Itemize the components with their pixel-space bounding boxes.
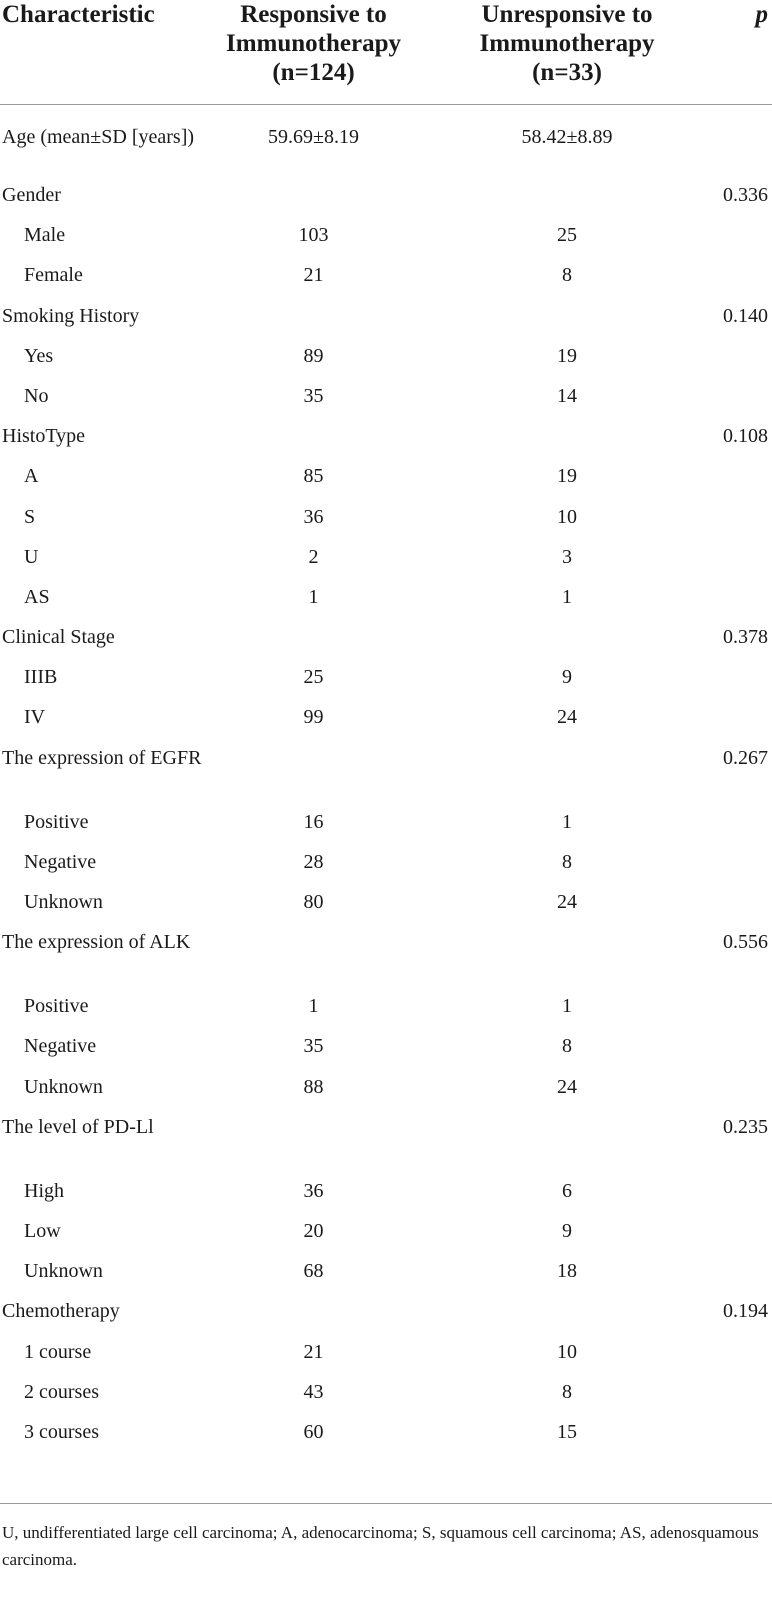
row-responsive-value: 28 (303, 850, 324, 873)
row-unresponsive-value: 24 (557, 706, 577, 729)
table-row (0, 105, 772, 184)
row-responsive-value: 36 (303, 1179, 324, 1202)
row-responsive-value: 80 (303, 891, 324, 913)
table-row (0, 1034, 772, 1074)
row-responsive-value: 35 (303, 1035, 324, 1058)
row-label: No (24, 384, 49, 407)
row-p-value: 0.378 (723, 626, 768, 649)
row-unresponsive-value: 25 (557, 224, 577, 247)
row-label: Chemotherapy (2, 1300, 120, 1323)
table-row (0, 304, 772, 344)
row-responsive-value (203, 625, 424, 665)
header-responsive-line-2: Immunotherapy (225, 30, 401, 57)
table-row (0, 850, 772, 890)
row-responsive-value (203, 304, 424, 344)
row-unresponsive-value: 14 (557, 384, 577, 407)
row-unresponsive-value (424, 304, 702, 344)
row-unresponsive-value: 8 (562, 264, 572, 287)
table-row (0, 1259, 772, 1299)
row-label: Positive (24, 995, 89, 1018)
row-label: Female (24, 264, 83, 287)
row-unresponsive-value: 3 (562, 545, 572, 568)
table-row (0, 223, 772, 263)
table-row (0, 424, 772, 464)
row-p-value (702, 1259, 772, 1299)
table-row (0, 1380, 772, 1420)
row-label: Yes (24, 344, 54, 367)
row-p-value: 0.267 (723, 746, 768, 769)
row-unresponsive-value (424, 1299, 702, 1339)
row-p-value (702, 1034, 772, 1074)
row-p-value (702, 505, 772, 545)
row-unresponsive-value: 6 (562, 1179, 572, 1202)
row-unresponsive-value: 18 (557, 1260, 577, 1283)
row-p-value: 0.336 (723, 184, 768, 206)
header-unresponsive-line-2: Immunotherapy (479, 30, 655, 57)
row-unresponsive-value: 1 (562, 810, 572, 833)
row-p-value (702, 890, 772, 930)
row-label: Age (mean±SD [years]) (2, 126, 195, 148)
table-row (0, 930, 772, 994)
row-p-value (702, 1340, 772, 1380)
row-unresponsive-value (424, 183, 702, 223)
table-row (0, 1115, 772, 1179)
row-p-value (702, 1380, 772, 1420)
table-row (0, 810, 772, 850)
row-label: 1 course (24, 1340, 92, 1363)
row-responsive-value: 20 (303, 1219, 324, 1242)
table-row (0, 1179, 772, 1219)
row-unresponsive-value: 24 (557, 891, 577, 913)
table-row (0, 1340, 772, 1380)
table-row (0, 705, 772, 745)
row-unresponsive-value: 9 (562, 1219, 572, 1242)
row-label: Gender (2, 184, 61, 206)
row-p-value: 0.235 (723, 1115, 768, 1138)
row-label: The level of PD-Ll (2, 1115, 154, 1138)
row-responsive-value: 36 (303, 505, 324, 528)
row-unresponsive-value: 19 (557, 344, 577, 367)
header-p-value: p (702, 0, 772, 105)
row-p-value: 0.108 (723, 425, 768, 448)
row-responsive-value: 2 (308, 545, 319, 568)
row-label: Smoking History (2, 304, 140, 327)
row-responsive-value (203, 1299, 424, 1339)
header-responsive (203, 0, 424, 105)
row-p-value (702, 545, 772, 585)
row-p-value: 0.556 (723, 931, 768, 954)
table-row (0, 183, 772, 223)
row-label: 2 courses (24, 1380, 99, 1403)
row-responsive-value: 68 (303, 1260, 324, 1283)
row-responsive-value: 88 (303, 1075, 324, 1098)
header-unresponsive (424, 0, 702, 105)
table-bottom-rule (0, 1503, 772, 1504)
row-unresponsive-value: 8 (562, 1035, 572, 1058)
table-row (0, 890, 772, 930)
row-p-value (702, 464, 772, 504)
row-responsive-value: 99 (303, 706, 324, 729)
row-responsive-value (203, 930, 424, 994)
row-responsive-value (203, 424, 424, 464)
row-p-value (702, 344, 772, 384)
row-label: Low (24, 1219, 61, 1242)
table-row (0, 585, 772, 625)
header-characteristic: Characteristic (0, 0, 203, 105)
row-label: U (24, 545, 39, 568)
row-p-value (702, 1420, 772, 1460)
table-row (0, 545, 772, 585)
row-label: Negative (24, 1035, 97, 1058)
table-row (0, 994, 772, 1034)
row-responsive-value (203, 746, 424, 810)
row-p-value (702, 1219, 772, 1259)
table-row (0, 1219, 772, 1259)
row-label: Clinical Stage (2, 626, 115, 649)
row-p-value (702, 850, 772, 890)
table-row (0, 1075, 772, 1115)
row-label: A (24, 465, 39, 488)
header-responsive-line-3: (n=124) (272, 59, 355, 86)
row-unresponsive-value (424, 746, 702, 810)
row-unresponsive-value: 9 (562, 666, 572, 689)
row-p-value (702, 223, 772, 263)
table-row (0, 625, 772, 665)
row-p-value (702, 994, 772, 1034)
row-label: IIIB (24, 666, 58, 689)
row-label: Male (24, 224, 66, 247)
row-label: IV (24, 706, 46, 729)
row-unresponsive-value: 58.42±8.89 (521, 126, 613, 148)
row-p-value: 0.140 (723, 304, 768, 327)
row-responsive-value: 43 (303, 1380, 324, 1403)
table-row (0, 505, 772, 545)
row-label: The expression of EGFR (2, 746, 202, 769)
row-unresponsive-value: 24 (557, 1075, 577, 1098)
table-row (0, 344, 772, 384)
row-unresponsive-value: 1 (562, 585, 572, 608)
row-label: Positive (24, 810, 89, 833)
row-unresponsive-value: 10 (557, 1340, 577, 1363)
row-unresponsive-value: 1 (562, 995, 572, 1018)
table-row (0, 1299, 772, 1339)
row-responsive-value: 1 (308, 995, 319, 1018)
row-responsive-value: 21 (303, 264, 324, 287)
row-responsive-value: 59.69±8.19 (268, 126, 359, 148)
row-p-value (702, 1179, 772, 1219)
row-p-value (702, 810, 772, 850)
row-label: High (24, 1179, 64, 1202)
row-unresponsive-value (424, 930, 702, 994)
row-unresponsive-value: 8 (562, 850, 572, 873)
row-unresponsive-value: 15 (557, 1420, 577, 1443)
table-row (0, 263, 772, 303)
row-label: 3 courses (24, 1420, 99, 1443)
row-label: Unknown (24, 1075, 103, 1098)
row-responsive-value: 25 (303, 666, 324, 689)
row-unresponsive-value (424, 1115, 702, 1179)
row-p-value (702, 705, 772, 745)
row-responsive-value: 35 (303, 384, 324, 407)
row-responsive-value: 1 (308, 585, 319, 608)
row-label: AS (24, 585, 50, 608)
header-unresponsive-line-1: Unresponsive to (481, 1, 653, 28)
table-row (0, 1420, 772, 1460)
row-responsive-value (203, 1115, 424, 1179)
header-responsive-line-1: Responsive to (240, 1, 387, 28)
row-unresponsive-value: 19 (557, 465, 577, 488)
row-label: HistoType (2, 425, 86, 448)
row-p-value (702, 263, 772, 303)
table-footnote: U, undifferentiated large cell carcinoma; A, adenocarcinoma; S, squamous cell carcinoma; AS, adenosquamous carcinoma. (2, 1523, 759, 1569)
row-label: Unknown (24, 891, 103, 913)
row-label: S (24, 505, 36, 528)
header-row (0, 0, 772, 105)
row-label: The expression of ALK (2, 931, 191, 954)
row-responsive-value: 89 (303, 344, 324, 367)
row-unresponsive-value (424, 424, 702, 464)
row-unresponsive-value (424, 625, 702, 665)
table-row (0, 746, 772, 810)
row-p-value (702, 105, 772, 184)
table-row (0, 665, 772, 705)
row-unresponsive-value: 10 (557, 505, 577, 528)
row-unresponsive-value: 8 (562, 1380, 572, 1403)
table-row (0, 384, 772, 424)
row-label: Unknown (24, 1260, 103, 1283)
table-row (0, 464, 772, 504)
row-responsive-value: 21 (303, 1340, 324, 1363)
header-unresponsive-line-3: (n=33) (532, 59, 602, 86)
row-responsive-value: 103 (298, 224, 329, 247)
row-p-value (702, 384, 772, 424)
row-responsive-value: 16 (303, 810, 324, 833)
row-p-value (702, 665, 772, 705)
table-body (0, 105, 772, 1461)
row-label: Negative (24, 850, 97, 873)
row-responsive-value (203, 183, 424, 223)
row-p-value: 0.194 (723, 1300, 768, 1323)
row-responsive-value: 85 (303, 465, 324, 488)
table-header (0, 0, 772, 105)
row-p-value (702, 585, 772, 625)
row-responsive-value: 60 (303, 1420, 324, 1443)
row-p-value (702, 1075, 772, 1115)
